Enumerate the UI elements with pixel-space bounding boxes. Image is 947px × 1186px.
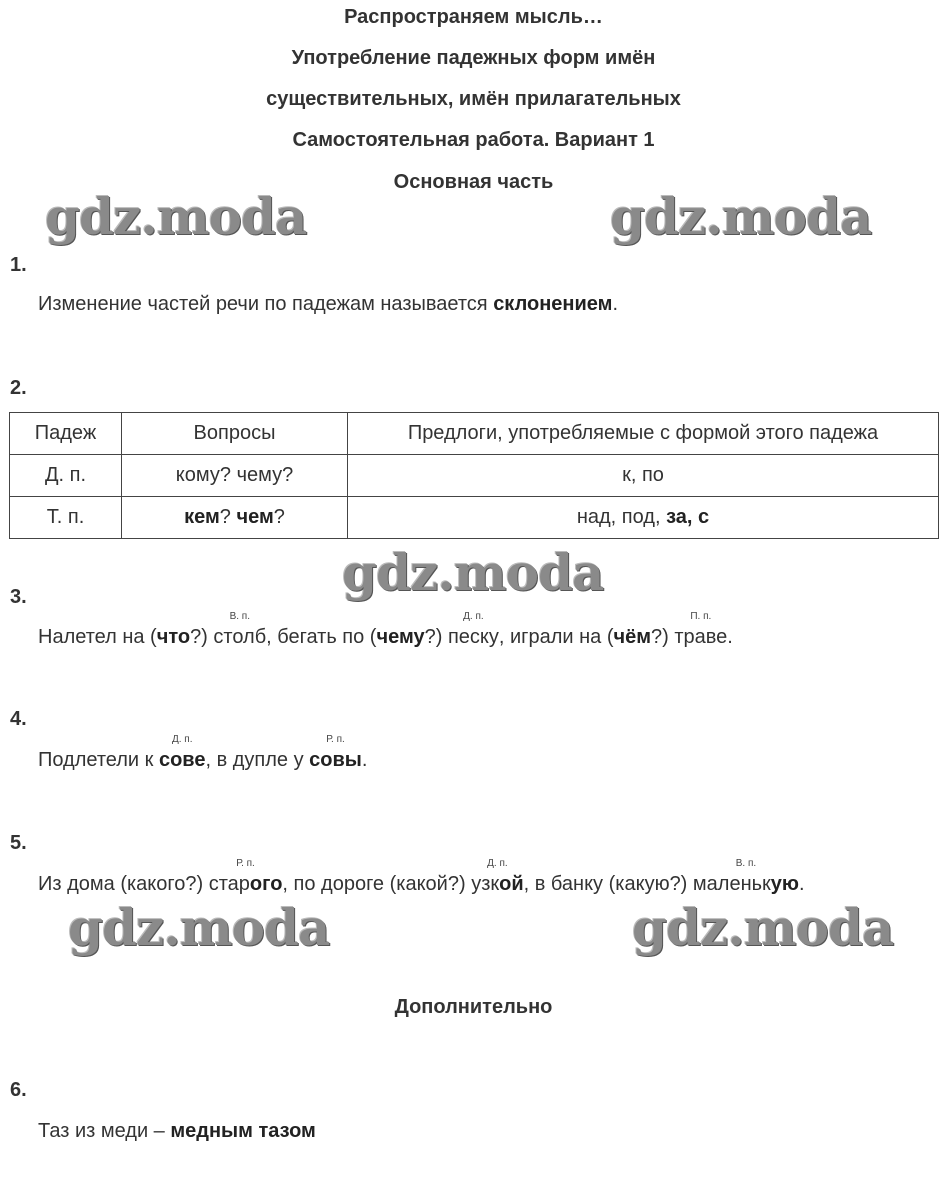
prepositions-text: над, под, xyxy=(576,506,667,528)
text-fragment: , играли на ( xyxy=(498,626,614,648)
task6-answer: медным тазом xyxy=(170,1120,316,1142)
question-word: чему xyxy=(376,626,425,648)
task1-sentence xyxy=(38,292,618,316)
case-label: Р. п. xyxy=(326,734,345,745)
noun: совы xyxy=(309,749,362,771)
task-number: 1. xyxy=(10,254,27,276)
annotated-word xyxy=(447,611,499,649)
annotated-word xyxy=(213,611,267,649)
text-fragment: , по дороге (какой?) xyxy=(282,873,472,895)
task-number: 3. xyxy=(10,586,27,608)
task3-sentence xyxy=(38,611,733,649)
task6-sentence xyxy=(38,1119,316,1143)
word-stem: узк xyxy=(471,873,500,895)
text-fragment: Налетел на ( xyxy=(38,626,157,648)
question-mark: ? xyxy=(273,506,285,528)
case-label: Р. п. xyxy=(236,858,255,869)
annotated-word xyxy=(674,611,728,649)
text-fragment: ?) xyxy=(424,626,448,648)
question-word: чём xyxy=(613,626,652,648)
task1-end: . xyxy=(612,293,619,315)
text-fragment: , в банку (какую?) xyxy=(523,873,693,895)
noun: траве xyxy=(674,626,728,648)
table-row xyxy=(10,455,939,497)
case-label: В. п. xyxy=(735,858,757,869)
text-fragment: , бегать по ( xyxy=(266,626,377,648)
annotated-word xyxy=(692,858,799,896)
noun: сове xyxy=(158,749,206,771)
table-cell-questions xyxy=(122,455,348,497)
table-header-row xyxy=(10,413,939,455)
text-fragment: . xyxy=(799,873,805,895)
question-word: чем xyxy=(236,506,274,528)
table-header-case: Падеж xyxy=(10,413,122,455)
word-ending: ого xyxy=(249,873,283,895)
table-cell-prepositions xyxy=(348,497,939,539)
task1-answer: склонением xyxy=(493,293,613,315)
text-fragment: ?) xyxy=(651,626,675,648)
noun: столб xyxy=(213,626,267,648)
task1-text: Изменение частей речи по падежам называется xyxy=(38,293,494,315)
noun: песку xyxy=(447,626,499,648)
title-line-4: Самостоятельная работа. Вариант 1 xyxy=(292,129,655,151)
table-cell-case: Д. п. xyxy=(10,455,122,497)
table-cell-case: Т. п. xyxy=(10,497,122,539)
section-extra-heading: Дополнительно xyxy=(394,996,553,1018)
annotated-word xyxy=(309,734,362,772)
text-fragment: Подлетели к xyxy=(38,749,159,771)
watermark-logo: gdz.moda xyxy=(68,898,330,957)
task5-sentence xyxy=(38,858,805,896)
case-label: Д. п. xyxy=(171,734,193,745)
table-cell-questions xyxy=(122,497,348,539)
prepositions-answer: за, с xyxy=(666,506,710,528)
case-label: Д. п. xyxy=(487,858,508,869)
word-stem: стар xyxy=(208,873,250,895)
table-header-prepositions: Предлоги, употребляемые с формой этого падежа xyxy=(348,413,939,455)
prepositions-text: к, по xyxy=(622,464,664,486)
annotated-word xyxy=(471,858,524,896)
task-number: 2. xyxy=(10,377,27,399)
text-fragment: Из дома (какого?) xyxy=(38,873,209,895)
task-number: 5. xyxy=(10,832,27,854)
cases-table xyxy=(9,412,939,539)
watermark-logo: gdz.moda xyxy=(610,187,872,246)
question-word: кому? xyxy=(175,464,231,486)
section-main-heading: Основная часть xyxy=(393,171,554,193)
table-cell-prepositions xyxy=(348,455,939,497)
text-fragment: ?) xyxy=(190,626,214,648)
watermark-logo: gdz.moda xyxy=(632,898,894,957)
case-label: В. п. xyxy=(229,611,250,622)
task6-text: Таз из меди – xyxy=(38,1120,171,1142)
table-row xyxy=(10,497,939,539)
title-line-3: существительных, имён прилагательных xyxy=(266,88,681,110)
word-stem: маленьк xyxy=(692,873,771,895)
watermark-logo: gdz.moda xyxy=(342,543,604,602)
question-word: что xyxy=(156,626,191,648)
question-mark: ? xyxy=(219,506,231,528)
question-word: кем xyxy=(184,506,220,528)
annotated-word xyxy=(208,858,283,896)
table-header-questions: Вопросы xyxy=(122,413,348,455)
watermark-logo: gdz.moda xyxy=(45,187,307,246)
task4-sentence xyxy=(38,734,368,772)
text-fragment: . xyxy=(727,626,733,648)
word-ending: ой xyxy=(499,873,524,895)
task-number: 6. xyxy=(10,1079,27,1101)
task-number: 4. xyxy=(10,708,27,730)
text-fragment: , в дупле у xyxy=(205,749,310,771)
annotated-word xyxy=(158,734,206,772)
word-ending: ую xyxy=(770,873,799,895)
question-word: чему? xyxy=(236,464,294,486)
case-label: Д. п. xyxy=(463,611,484,622)
text-fragment: . xyxy=(361,749,368,771)
case-label: П. п. xyxy=(690,611,712,622)
title-line-1: Распространяем мысль… xyxy=(344,6,603,28)
title-line-2: Употребление падежных форм имён xyxy=(291,47,656,69)
